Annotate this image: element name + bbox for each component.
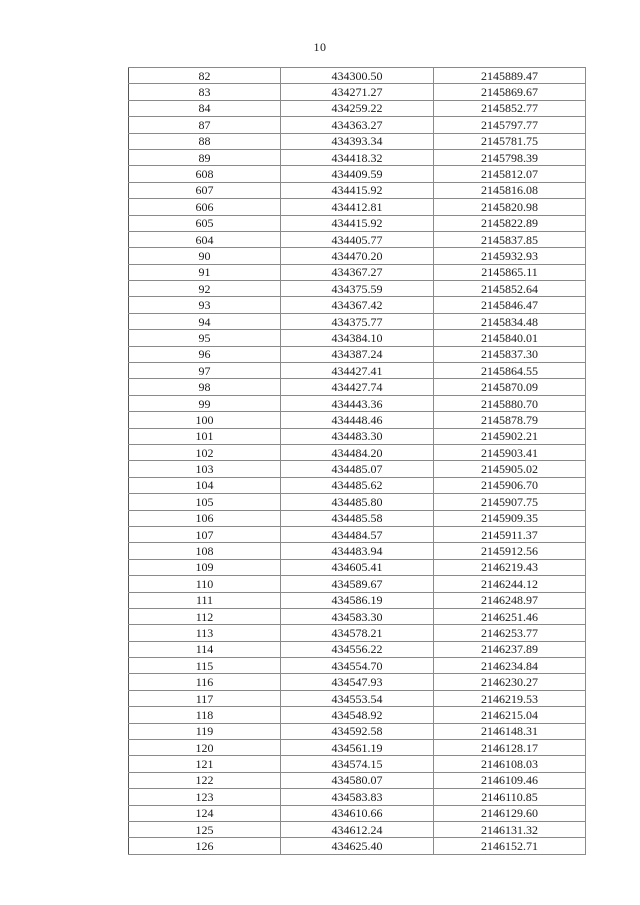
table-row [129,330,586,346]
y-coordinate-cell: 2145797.77 [434,117,586,133]
point-number-cell: 97 [129,363,281,379]
x-coordinate-cell: 434483.30 [281,428,434,444]
x-coordinate-cell: 434367.42 [281,297,434,313]
table-row [129,84,586,100]
point-number-cell: 96 [129,346,281,362]
table-row [129,346,586,362]
point-number-cell: 110 [129,576,281,592]
x-coordinate-cell: 434556.22 [281,641,434,657]
table-row [129,592,586,608]
y-coordinate-cell: 2146248.97 [434,592,586,608]
table-row [129,690,586,706]
point-number-cell: 100 [129,412,281,428]
x-coordinate-cell: 434271.27 [281,84,434,100]
x-coordinate-cell: 434384.10 [281,330,434,346]
y-coordinate-cell: 2145852.77 [434,100,586,116]
x-coordinate-cell: 434300.50 [281,68,434,84]
table-row [129,149,586,165]
point-number-cell: 94 [129,313,281,329]
table-row [129,281,586,297]
y-coordinate-cell: 2145869.67 [434,84,586,100]
x-coordinate-cell: 434589.67 [281,576,434,592]
point-number-cell: 84 [129,100,281,116]
y-coordinate-cell: 2145907.75 [434,494,586,510]
table-row [129,395,586,411]
point-number-cell: 95 [129,330,281,346]
table-row [129,576,586,592]
table-row [129,461,586,477]
table-row [129,608,586,624]
y-coordinate-cell: 2145846.47 [434,297,586,313]
table-row [129,264,586,280]
table-row [129,559,586,575]
point-number-cell: 121 [129,756,281,772]
x-coordinate-cell: 434363.27 [281,117,434,133]
table-row [129,707,586,723]
x-coordinate-cell: 434415.92 [281,182,434,198]
point-number-cell: 607 [129,182,281,198]
x-coordinate-cell: 434580.07 [281,772,434,788]
y-coordinate-cell: 2145906.70 [434,477,586,493]
point-number-cell: 90 [129,248,281,264]
y-coordinate-cell: 2145781.75 [434,133,586,149]
x-coordinate-cell: 434427.74 [281,379,434,395]
point-number-cell: 88 [129,133,281,149]
coordinate-table-body [129,68,586,855]
y-coordinate-cell: 2146152.71 [434,838,586,854]
table-row [129,526,586,542]
y-coordinate-cell: 2145911.37 [434,526,586,542]
x-coordinate-cell: 434625.40 [281,838,434,854]
x-coordinate-cell: 434605.41 [281,559,434,575]
x-coordinate-cell: 434610.66 [281,805,434,821]
point-number-cell: 108 [129,543,281,559]
y-coordinate-cell: 2146148.31 [434,723,586,739]
point-number-cell: 98 [129,379,281,395]
x-coordinate-cell: 434592.58 [281,723,434,739]
table-row [129,313,586,329]
point-number-cell: 112 [129,608,281,624]
y-coordinate-cell: 2145870.09 [434,379,586,395]
point-number-cell: 89 [129,149,281,165]
y-coordinate-cell: 2145889.47 [434,68,586,84]
table-row [129,444,586,460]
point-number-cell: 120 [129,740,281,756]
point-number-cell: 105 [129,494,281,510]
table-row [129,494,586,510]
x-coordinate-cell: 434583.30 [281,608,434,624]
x-coordinate-cell: 434412.81 [281,199,434,215]
y-coordinate-cell: 2146219.53 [434,690,586,706]
table-row [129,723,586,739]
x-coordinate-cell: 434387.24 [281,346,434,362]
table-row [129,674,586,690]
table-row [129,215,586,231]
point-number-cell: 101 [129,428,281,444]
y-coordinate-cell: 2145909.35 [434,510,586,526]
y-coordinate-cell: 2145880.70 [434,395,586,411]
point-number-cell: 605 [129,215,281,231]
y-coordinate-cell: 2145905.02 [434,461,586,477]
y-coordinate-cell: 2146244.12 [434,576,586,592]
point-number-cell: 122 [129,772,281,788]
y-coordinate-cell: 2146251.46 [434,608,586,624]
table-row [129,821,586,837]
table-row [129,248,586,264]
point-number-cell: 87 [129,117,281,133]
point-number-cell: 111 [129,592,281,608]
point-number-cell: 93 [129,297,281,313]
point-number-cell: 119 [129,723,281,739]
x-coordinate-cell: 434485.58 [281,510,434,526]
table-row [129,182,586,198]
table-row [129,838,586,854]
y-coordinate-cell: 2145820.98 [434,199,586,215]
point-number-cell: 91 [129,264,281,280]
point-number-cell: 113 [129,625,281,641]
y-coordinate-cell: 2145865.11 [434,264,586,280]
y-coordinate-cell: 2145902.21 [434,428,586,444]
table-row [129,428,586,444]
table-row [129,658,586,674]
table-row [129,379,586,395]
y-coordinate-cell: 2145834.48 [434,313,586,329]
x-coordinate-cell: 434485.07 [281,461,434,477]
table-row [129,412,586,428]
x-coordinate-cell: 434418.32 [281,149,434,165]
table-row [129,510,586,526]
point-number-cell: 82 [129,68,281,84]
x-coordinate-cell: 434484.57 [281,526,434,542]
x-coordinate-cell: 434586.19 [281,592,434,608]
x-coordinate-cell: 434578.21 [281,625,434,641]
y-coordinate-cell: 2146253.77 [434,625,586,641]
x-coordinate-cell: 434427.41 [281,363,434,379]
point-number-cell: 126 [129,838,281,854]
y-coordinate-cell: 2145864.55 [434,363,586,379]
y-coordinate-cell: 2145816.08 [434,182,586,198]
page-number: 10 [313,40,327,54]
point-number-cell: 92 [129,281,281,297]
x-coordinate-cell: 434375.59 [281,281,434,297]
x-coordinate-cell: 434405.77 [281,231,434,247]
point-number-cell: 114 [129,641,281,657]
table-row [129,477,586,493]
table-row [129,789,586,805]
x-coordinate-cell: 434548.92 [281,707,434,723]
y-coordinate-cell: 2145852.64 [434,281,586,297]
x-coordinate-cell: 434553.54 [281,690,434,706]
x-coordinate-cell: 434574.15 [281,756,434,772]
table-row [129,641,586,657]
y-coordinate-cell: 2146131.32 [434,821,586,837]
y-coordinate-cell: 2145840.01 [434,330,586,346]
table-row [129,805,586,821]
y-coordinate-cell: 2145822.89 [434,215,586,231]
x-coordinate-cell: 434612.24 [281,821,434,837]
y-coordinate-cell: 2146234.84 [434,658,586,674]
point-number-cell: 125 [129,821,281,837]
x-coordinate-cell: 434484.20 [281,444,434,460]
point-number-cell: 106 [129,510,281,526]
x-coordinate-cell: 434443.36 [281,395,434,411]
point-number-cell: 608 [129,166,281,182]
table-row [129,133,586,149]
table-row [129,625,586,641]
point-number-cell: 83 [129,84,281,100]
y-coordinate-cell: 2145932.93 [434,248,586,264]
y-coordinate-cell: 2145837.30 [434,346,586,362]
point-number-cell: 604 [129,231,281,247]
table-row [129,297,586,313]
x-coordinate-cell: 434583.83 [281,789,434,805]
x-coordinate-cell: 434367.27 [281,264,434,280]
y-coordinate-cell: 2145912.56 [434,543,586,559]
point-number-cell: 117 [129,690,281,706]
y-coordinate-cell: 2146128.17 [434,740,586,756]
y-coordinate-cell: 2145837.85 [434,231,586,247]
table-row [129,756,586,772]
y-coordinate-cell: 2146215.04 [434,707,586,723]
y-coordinate-cell: 2145798.39 [434,149,586,165]
x-coordinate-cell: 434415.92 [281,215,434,231]
point-number-cell: 104 [129,477,281,493]
x-coordinate-cell: 434483.94 [281,543,434,559]
y-coordinate-cell: 2146129.60 [434,805,586,821]
table-row [129,543,586,559]
table-row [129,231,586,247]
point-number-cell: 118 [129,707,281,723]
point-number-cell: 102 [129,444,281,460]
x-coordinate-cell: 434393.34 [281,133,434,149]
x-coordinate-cell: 434470.20 [281,248,434,264]
x-coordinate-cell: 434448.46 [281,412,434,428]
x-coordinate-cell: 434485.62 [281,477,434,493]
table-row [129,166,586,182]
point-number-cell: 606 [129,199,281,215]
y-coordinate-cell: 2146230.27 [434,674,586,690]
x-coordinate-cell: 434409.59 [281,166,434,182]
y-coordinate-cell: 2146109.46 [434,772,586,788]
point-number-cell: 109 [129,559,281,575]
y-coordinate-cell: 2146110.85 [434,789,586,805]
x-coordinate-cell: 434375.77 [281,313,434,329]
table-row [129,772,586,788]
point-number-cell: 116 [129,674,281,690]
table-row [129,363,586,379]
x-coordinate-cell: 434485.80 [281,494,434,510]
point-number-cell: 123 [129,789,281,805]
y-coordinate-cell: 2145878.79 [434,412,586,428]
point-number-cell: 115 [129,658,281,674]
table-row [129,740,586,756]
table-row [129,68,586,84]
table-row [129,100,586,116]
y-coordinate-cell: 2145903.41 [434,444,586,460]
point-number-cell: 99 [129,395,281,411]
x-coordinate-cell: 434561.19 [281,740,434,756]
point-number-cell: 124 [129,805,281,821]
y-coordinate-cell: 2146108.03 [434,756,586,772]
point-number-cell: 103 [129,461,281,477]
point-number-cell: 107 [129,526,281,542]
x-coordinate-cell: 434259.22 [281,100,434,116]
coordinate-table [128,67,586,855]
y-coordinate-cell: 2146219.43 [434,559,586,575]
x-coordinate-cell: 434554.70 [281,658,434,674]
table-row [129,117,586,133]
y-coordinate-cell: 2146237.89 [434,641,586,657]
y-coordinate-cell: 2145812.07 [434,166,586,182]
table-row [129,199,586,215]
x-coordinate-cell: 434547.93 [281,674,434,690]
